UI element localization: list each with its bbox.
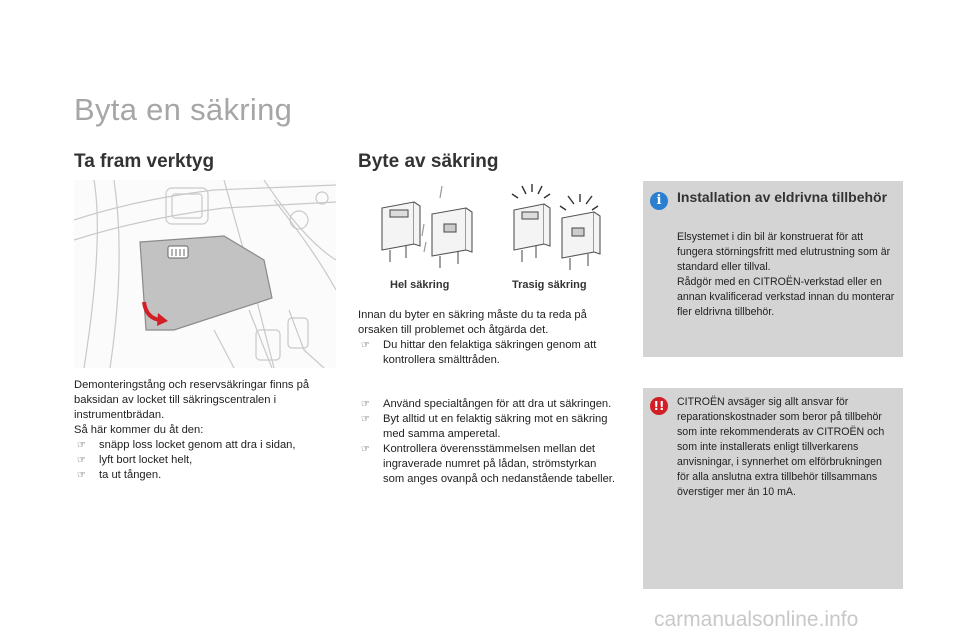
info-heading: Installation av eldrivna tillbehör [677, 189, 888, 205]
list-item: ☞ Du hittar den felaktiga säkringen genom att kontrollera smälttråden. [358, 338, 620, 368]
watermark: carmanualsonline.info [654, 608, 859, 631]
fuse-check-list [358, 338, 620, 368]
fuse-steps [358, 397, 620, 487]
warning-icon: !! [650, 397, 668, 415]
list-item: ☞ ta ut tången. [74, 468, 324, 483]
list-item: ☞ snäpp loss locket genom att dra i sidan, [74, 438, 324, 453]
fuse-intro: Innan du byter en säkring måste du ta reda på orsaken till problemet och åtgärda det. [358, 309, 587, 336]
good-fuse-label: Hel säkring [390, 279, 450, 291]
broken-fuse-label: Trasig säkring [512, 279, 587, 291]
page-title: Byta en säkring [74, 92, 293, 127]
list-item: ☞ Kontrollera överensstämmelsen mellan det ingraverade numret på lådan, strömstyrkan som anges ovanpå och nedanstående tabeller. [358, 442, 620, 487]
info-paragraph: Rådgör med en CITROËN-verkstad eller en annan kvalificerad verkstad innan du monterar fler eldrivna tillbehör. [677, 276, 895, 318]
warning-text: CITROËN avsäger sig allt ansvar för reparationskostnader som beror på tillbehör som inte rekommenderats av CITROËN och som inte installerats enligt tillverkarens anvisningar, i synnerhet om elförbrukningen för alla anslutna extra tillbehör tillsammans överstiger mer än 10 mA. [677, 396, 885, 498]
list-item: ☞ Använd specialtången för att dra ut säkringen. [358, 397, 620, 412]
section-title-tools: Ta fram verktyg [74, 151, 215, 172]
good-fuse-illustration [372, 184, 480, 274]
broken-fuse-illustration [506, 184, 606, 274]
info-icon: i [650, 192, 668, 210]
warning-box [643, 388, 903, 589]
fuse-check-text [358, 308, 620, 368]
tools-text [74, 378, 324, 483]
info-text [677, 230, 897, 320]
info-box [643, 181, 903, 357]
tools-steps [74, 438, 324, 483]
tools-lead: Så här kommer du åt den: [74, 424, 204, 436]
dashboard-illustration [74, 180, 336, 368]
fuse-steps-text [358, 397, 620, 487]
info-paragraph: Elsystemet i din bil är konstruerat för att fungera störningsfritt med elutrustning som är standard eller tillval. [677, 231, 891, 273]
tools-intro: Demonteringstång och reservsäkringar finns på baksidan av locket till säkringscentralen i instrumentbrädan. [74, 379, 310, 421]
section-title-fuse-change: Byte av säkring [358, 151, 499, 172]
list-item: ☞ Byt alltid ut en felaktig säkring mot en säkring med samma amperetal. [358, 412, 620, 442]
list-item: ☞ lyft bort locket helt, [74, 453, 324, 468]
